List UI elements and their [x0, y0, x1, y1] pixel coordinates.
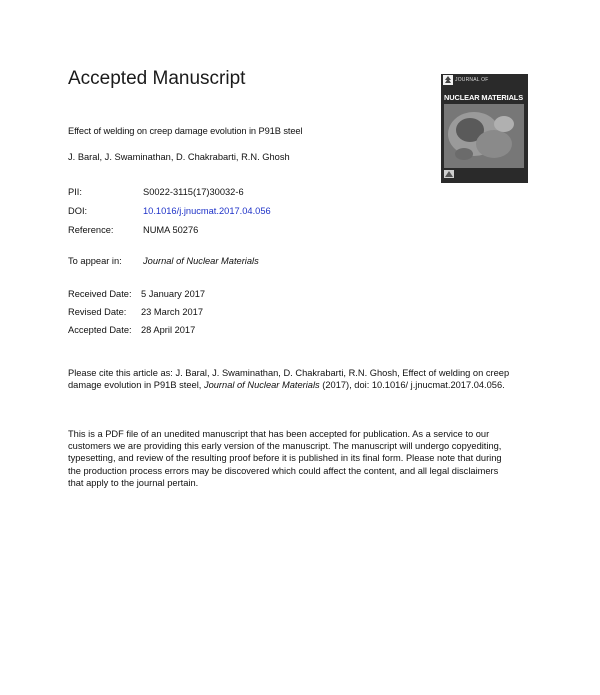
doi-label: DOI:: [68, 206, 88, 216]
pii-value: S0022-3115(17)30032-6: [143, 187, 244, 197]
cover-journal-title: NUCLEAR MATERIALS: [444, 93, 524, 102]
citation-journal: Journal of Nuclear Materials: [203, 380, 320, 391]
disclaimer-paragraph: This is a PDF file of an unedited manuscript that has been accepted for publication. As a service to our customers we are providing this early version of the manuscript. The manuscript will undergo copyediting, typesetting, and review of the resulting proof before it is published in its final form. Please note that during the production process errors may be discovered which could affect the content, and all legal disclaimers that apply to the journal pertain.: [68, 429, 502, 488]
reference-label: Reference:: [68, 225, 114, 235]
journal-cover: [441, 74, 528, 183]
received-date-label: Received Date:: [68, 289, 132, 299]
grayscale-micrograph-image: [444, 104, 524, 168]
citation-doi: (2017), doi: 10.1016/ j.jnucmat.2017.04.056.: [319, 380, 505, 391]
revised-date-value: 23 March 2017: [141, 307, 204, 317]
pii-label: PII:: [68, 187, 82, 197]
doi-link[interactable]: 10.1016/j.jnucmat.2017.04.056: [143, 206, 271, 216]
appear-label: To appear in:: [68, 256, 122, 266]
article-title: Effect of welding on creep damage evolution in P91B steel: [68, 126, 303, 136]
accepted-date-label: Accepted Date:: [68, 325, 132, 335]
page-heading: Accepted Manuscript: [68, 68, 246, 89]
accepted-date-value: 28 April 2017: [141, 325, 196, 335]
article-authors: J. Baral, J. Swaminathan, D. Chakrabarti, R.N. Ghosh: [68, 152, 290, 162]
revised-date-label: Revised Date:: [68, 307, 127, 317]
received-date-value: 5 January 2017: [141, 289, 206, 299]
reference-value: NUMA 50276: [143, 225, 199, 235]
elsevier-tree-icon: [443, 75, 453, 85]
citation-paragraph: [68, 367, 513, 391]
publisher-mark-icon: [444, 170, 454, 178]
appear-journal: Journal of Nuclear Materials: [143, 256, 259, 266]
cover-header-text: JOURNAL OF: [455, 77, 489, 83]
citation-text: Please cite this article as: J. Baral, J. Swaminathan, D. Chakrabarti, R.N. Ghosh, Effect of welding on creep damage evolution in P91B steel,: [68, 368, 510, 391]
